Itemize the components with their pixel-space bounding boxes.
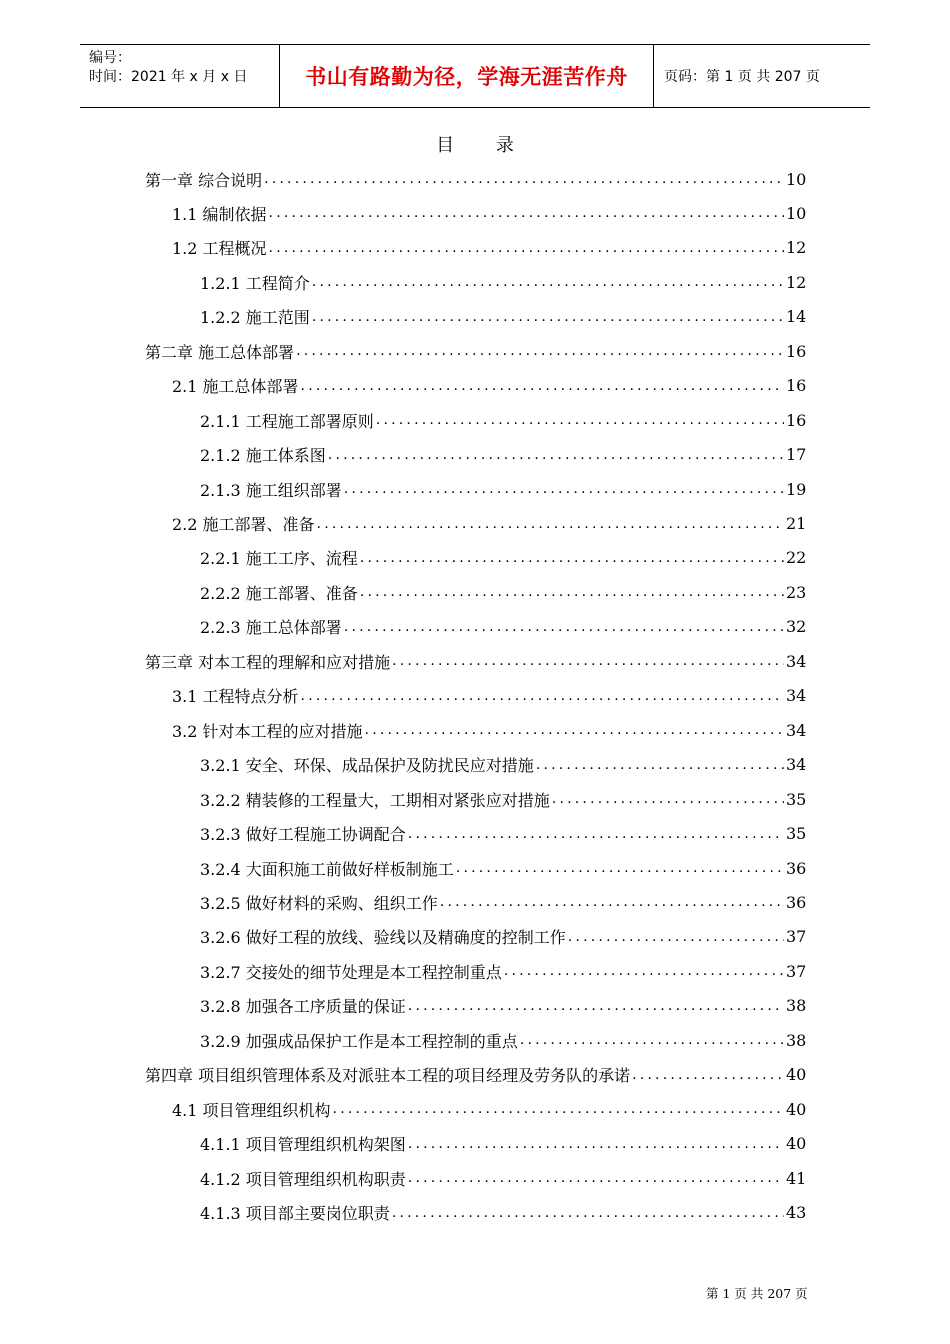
toc-entry[interactable] bbox=[200, 265, 806, 299]
toc-entry-page: 37 bbox=[786, 961, 807, 981]
toc-entry[interactable] bbox=[200, 954, 806, 988]
toc-entry[interactable] bbox=[172, 196, 806, 230]
toc-leader-dots bbox=[296, 343, 784, 359]
toc-entry-label: 1.2.1 工程简介 bbox=[200, 273, 310, 293]
toc-leader-dots bbox=[317, 516, 784, 532]
toc-leader-dots bbox=[360, 550, 784, 566]
toc-leader-dots bbox=[408, 1136, 784, 1152]
toc-entry-label: 3.2.7 交接处的细节处理是本工程控制重点 bbox=[200, 962, 502, 982]
header-meta bbox=[80, 45, 280, 107]
toc-entry-page: 32 bbox=[786, 617, 807, 637]
toc-entry-label: 3.2.4 大面积施工前做好样板制施工 bbox=[200, 859, 454, 879]
toc-entry-label: 3.2.1 安全、环保、成品保护及防扰民应对措施 bbox=[200, 756, 534, 776]
toc-entry[interactable] bbox=[172, 231, 806, 265]
toc-entry-page: 10 bbox=[786, 203, 807, 223]
toc-entry-label: 3.2.3 做好工程施工协调配合 bbox=[200, 825, 406, 845]
toc-entry-page: 36 bbox=[786, 892, 807, 912]
toc-entry-page: 41 bbox=[786, 1168, 807, 1188]
toc-entry-page: 38 bbox=[786, 1030, 807, 1050]
toc-leader-dots bbox=[568, 929, 784, 945]
toc-entry-page: 22 bbox=[786, 548, 807, 568]
toc-leader-dots bbox=[365, 722, 784, 738]
toc-entry-page: 12 bbox=[786, 238, 807, 258]
toc-entry-label: 2.2.3 施工总体部署 bbox=[200, 618, 342, 638]
toc-leader-dots bbox=[312, 309, 784, 325]
toc-entry[interactable] bbox=[145, 334, 806, 368]
toc-leader-dots bbox=[264, 171, 784, 187]
toc-entry-page: 43 bbox=[786, 1203, 807, 1222]
toc-leader-dots bbox=[269, 240, 784, 256]
toc-entry-page: 40 bbox=[786, 1134, 807, 1154]
toc-entry[interactable] bbox=[172, 679, 806, 713]
toc-entry-page: 34 bbox=[786, 720, 807, 740]
toc-entry-label: 3.2.2 精装修的工程量大，工期相对紧张应对措施 bbox=[200, 790, 550, 810]
toc-entry-label: 1.2 工程概况 bbox=[172, 239, 267, 259]
toc-entry-page: 10 bbox=[786, 169, 807, 189]
toc-leader-dots bbox=[360, 584, 784, 600]
toc-entry-page: 35 bbox=[786, 824, 807, 844]
toc-entry-label: 3.2.6 做好工程的放线、验线以及精确度的控制工作 bbox=[200, 928, 566, 948]
header-motto: 书山有路勤为径，学海无涯苦作舟 bbox=[305, 65, 628, 89]
header-motto-cell bbox=[280, 45, 654, 107]
toc-entry-label: 2.2 施工部署、准备 bbox=[172, 515, 315, 534]
toc-entry[interactable] bbox=[200, 403, 806, 437]
toc-entry-label: 1.1 编制依据 bbox=[172, 204, 267, 224]
toc-leader-dots bbox=[333, 1101, 784, 1117]
toc-entry-page: 14 bbox=[786, 307, 807, 327]
toc-entry-label: 第二章 施工总体部署 bbox=[145, 342, 295, 362]
toc-leader-dots bbox=[520, 1032, 784, 1048]
toc-entry-page: 12 bbox=[786, 272, 807, 292]
toc-entry[interactable] bbox=[172, 507, 806, 541]
toc-entry[interactable] bbox=[172, 713, 806, 747]
header-page-info-cell bbox=[654, 45, 870, 107]
toc-entry-page: 16 bbox=[786, 376, 807, 396]
toc-entry-label: 第四章 项目组织管理体系及对派驻本工程的项目经理及劳务队的承诺 bbox=[145, 1066, 631, 1086]
toc-leader-dots bbox=[376, 412, 784, 428]
toc-leader-dots bbox=[504, 963, 784, 979]
toc-leader-dots bbox=[408, 826, 784, 842]
toc-entry-page: 35 bbox=[786, 789, 807, 809]
toc-leader-dots bbox=[440, 894, 784, 910]
toc-entry-page: 36 bbox=[786, 858, 807, 878]
toc-entry-label: 3.1 工程特点分析 bbox=[172, 687, 299, 707]
toc-entry-label: 3.2.8 加强各工序质量的保证 bbox=[200, 997, 406, 1017]
toc-entry-label: 3.2 针对本工程的应对措施 bbox=[172, 721, 363, 741]
toc-leader-dots bbox=[552, 791, 784, 807]
toc-entry[interactable] bbox=[200, 989, 806, 1023]
toc-entry-label: 2.2.1 施工工序、流程 bbox=[200, 549, 358, 569]
toc-leader-dots bbox=[312, 274, 784, 290]
toc-entry-page: 34 bbox=[786, 686, 807, 706]
toc-entry[interactable] bbox=[172, 1092, 806, 1126]
date-label: 时间：2021 年 x 月 x 日 bbox=[89, 69, 248, 85]
toc-entry-label: 2.1.3 施工组织部署 bbox=[200, 480, 342, 500]
toc-entry[interactable] bbox=[200, 885, 806, 919]
toc-entry-label: 2.1 施工总体部署 bbox=[172, 377, 299, 397]
toc-entry-page: 34 bbox=[786, 651, 807, 671]
toc-entry[interactable] bbox=[200, 541, 806, 575]
toc-entry-page: 23 bbox=[786, 582, 807, 602]
toc-entry-label: 第三章 对本工程的理解和应对措施 bbox=[145, 652, 391, 672]
toc-entry-label: 4.1 项目管理组织机构 bbox=[172, 1100, 331, 1120]
toc-leader-dots bbox=[301, 688, 784, 704]
toc-leader-dots bbox=[269, 205, 784, 221]
toc-entry-label: 2.1.2 施工体系图 bbox=[200, 446, 326, 466]
toc-entry[interactable] bbox=[200, 817, 806, 851]
toc-entry-label: 2.1.1 工程施工部署原则 bbox=[200, 411, 374, 431]
toc-leader-dots bbox=[392, 653, 784, 669]
toc-leader-dots bbox=[632, 1067, 784, 1083]
toc-entry[interactable] bbox=[200, 575, 806, 609]
toc-leader-dots bbox=[408, 998, 784, 1014]
page-header bbox=[80, 44, 870, 108]
toc-entry-page: 38 bbox=[786, 996, 807, 1016]
toc-entry-label: 1.2.2 施工范围 bbox=[200, 308, 310, 328]
toc-entry-label: 4.1.1 项目管理组织机构架图 bbox=[200, 1135, 406, 1155]
serial-label: 编号： bbox=[89, 50, 131, 66]
toc-entry-label: 3.2.5 做好材料的采购、组织工作 bbox=[200, 893, 438, 913]
toc-leader-dots bbox=[392, 1205, 784, 1221]
toc-entry[interactable] bbox=[200, 300, 806, 334]
toc-entry[interactable] bbox=[200, 782, 806, 816]
toc-entry[interactable] bbox=[200, 1127, 806, 1161]
toc-entry-label: 3.2.9 加强成品保护工作是本工程控制的重点 bbox=[200, 1031, 518, 1051]
toc-entry[interactable] bbox=[200, 748, 806, 782]
toc-leader-dots bbox=[328, 447, 784, 463]
toc-entry[interactable] bbox=[200, 1196, 806, 1230]
toc-entry[interactable] bbox=[200, 920, 806, 954]
toc-entry[interactable] bbox=[200, 438, 806, 472]
toc-entry-page: 40 bbox=[786, 1065, 807, 1085]
toc-entry-page: 40 bbox=[786, 1099, 807, 1119]
toc-entry-label: 第一章 综合说明 bbox=[145, 170, 263, 190]
toc-entry-page: 21 bbox=[786, 514, 807, 533]
toc-entry-page: 19 bbox=[786, 479, 807, 499]
toc-leader-dots bbox=[456, 860, 784, 876]
toc-leader-dots bbox=[301, 378, 784, 394]
toc-leader-dots bbox=[536, 757, 784, 773]
toc-leader-dots bbox=[408, 1170, 784, 1186]
toc-entry[interactable] bbox=[200, 610, 806, 644]
toc-entry-page: 16 bbox=[786, 341, 807, 361]
toc-entry-label: 2.2.2 施工部署、准备 bbox=[200, 583, 358, 603]
toc-entry[interactable] bbox=[145, 1058, 806, 1092]
toc-entry-page: 34 bbox=[786, 755, 807, 775]
toc-entry-page: 37 bbox=[786, 927, 807, 947]
toc-entry[interactable] bbox=[145, 162, 806, 196]
toc-leader-dots bbox=[344, 481, 784, 497]
toc-entry-page: 16 bbox=[786, 410, 807, 430]
toc-entry-label: 4.1.2 项目管理组织机构职责 bbox=[200, 1169, 406, 1189]
toc-entry[interactable] bbox=[145, 644, 806, 678]
page-footer: 第 1 页 共 207 页 bbox=[706, 1286, 808, 1301]
toc-entry[interactable] bbox=[172, 369, 806, 403]
toc-entry-page: 17 bbox=[786, 445, 807, 465]
toc-entry-label: 4.1.3 项目部主要岗位职责 bbox=[200, 1204, 390, 1223]
toc-entry[interactable] bbox=[200, 1161, 806, 1195]
toc-leader-dots bbox=[344, 619, 784, 635]
toc-entry[interactable] bbox=[200, 472, 806, 506]
toc-title: 目 录 bbox=[436, 135, 532, 156]
toc-entry[interactable] bbox=[200, 851, 806, 885]
header-page-info: 页码：第 1 页 共 207 页 bbox=[664, 69, 820, 85]
toc-entry[interactable] bbox=[200, 1023, 806, 1057]
